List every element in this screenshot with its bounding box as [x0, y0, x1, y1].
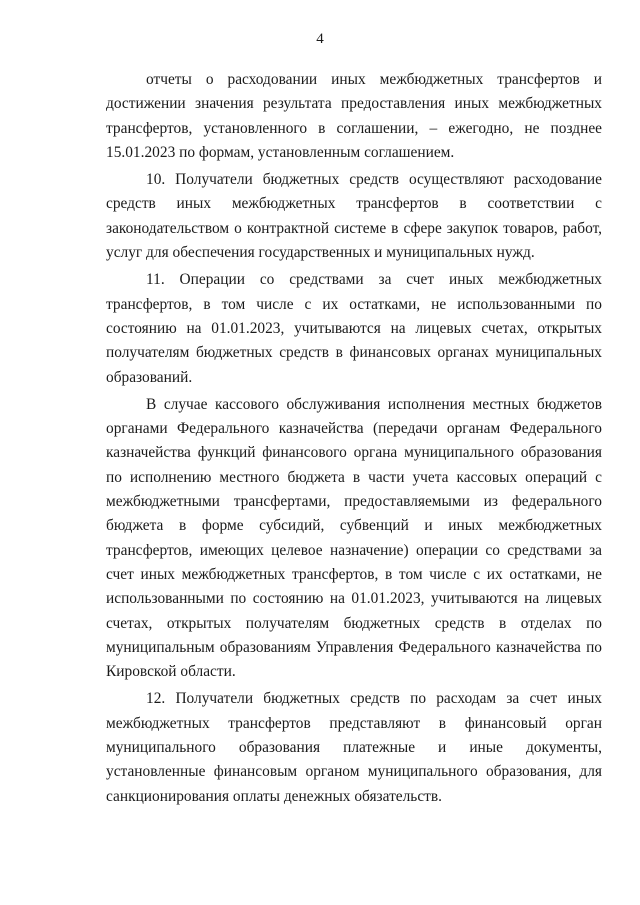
- paragraph-reporting: отчеты о расходовании иных межбюджетных трансфертов и достижении значения результата предоставления иных межбюджетных трансфертов, установленного в соглашении, – ежегодно, не позднее 15.01.2023 по формам, установленным соглашением.: [106, 71, 602, 161]
- paragraph-11: 11. Операции со средствами за счет иных межбюджетных трансфертов, в том числе с их остатками, не использованными по состоянию на 01.01.2023, учитываются на лицевых счетах, открытых получателям бюджетных средств в финансовых органах муниципальных образований.: [106, 271, 602, 386]
- paragraph-cash-service: В случае кассового обслуживания исполнения местных бюджетов органами Федерального казначейства (передачи органам Федерального казначейства функций финансового органа муниципального образования по исполнению местного бюджета в части учета кассовых операций с межбюджетными трансфертами, предоставляемыми из федерального бюджета в форме субсидий, субвенций и иных межбюджетных трансфертов, имеющих целевое назначение) операции со средствами за счет иных межбюджетных трансфертов, в том числе с их остатками, не использованными по состоянию на 01.01.2023, учитываются на лицевых счетах, открытых получателям бюджетных средств в отделах по муниципальным образованиям Управления Федерального казначейства по Кировской области.: [106, 395, 602, 681]
- page-number: 4: [316, 31, 324, 47]
- document-body: [106, 68, 602, 809]
- paragraph-10: 10. Получатели бюджетных средств осуществляют расходование средств иных межбюджетных трансфертов в соответствии с законодательством о контрактной системе в сфере закупок товаров, работ, услуг для обеспечения государственных и муниципальных нужд.: [106, 171, 602, 262]
- paragraph-12: 12. Получатели бюджетных средств по расходам за счет иных межбюджетных трансфертов представляют в финансовый орган муниципального образования платежные и иные документы, установленные финансовым органом муниципального образования, для санкционирования оплаты денежных обязательств.: [106, 690, 602, 805]
